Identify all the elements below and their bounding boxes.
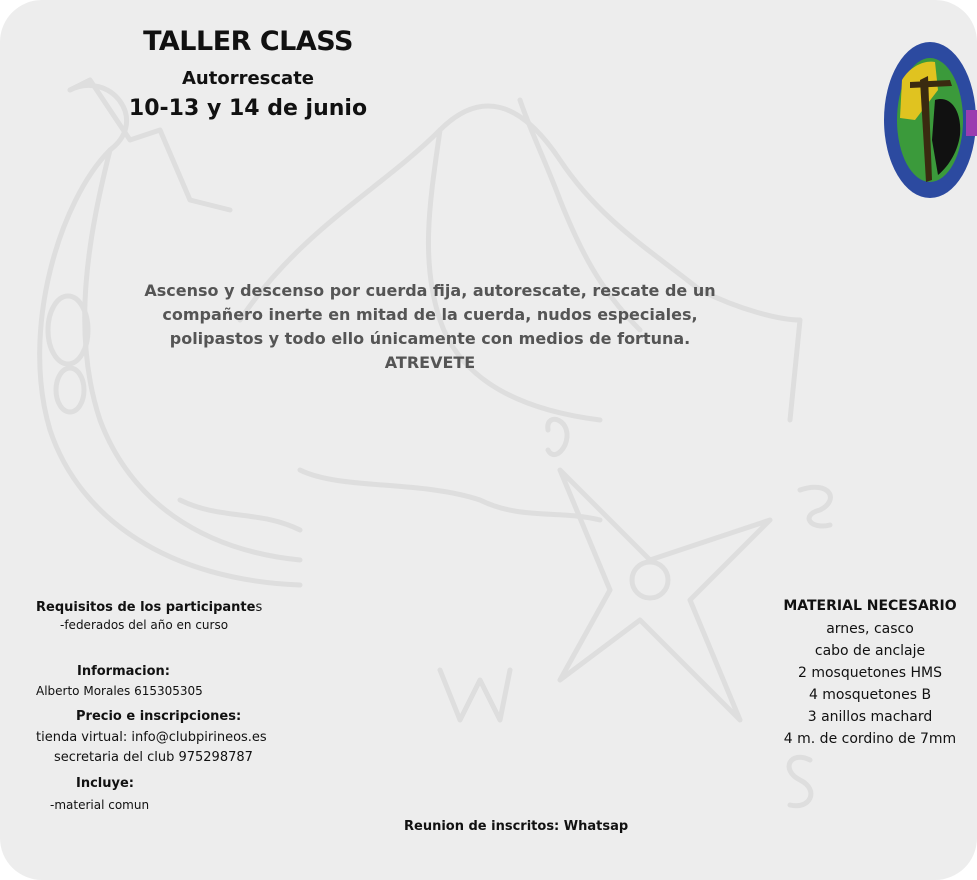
material-item: 4 m. de cordino de 7mm (783, 731, 957, 747)
requirements-item: -federados del año en curso (60, 618, 229, 632)
material-item: arnes, casco (826, 621, 914, 637)
material-item: 2 mosquetones HMS (797, 665, 942, 681)
club-logo (880, 40, 977, 200)
material-item: 3 anillos machard (807, 709, 933, 725)
requirements-heading-bold: Requisitos de los participante (36, 600, 256, 615)
meeting-note: Reunion de inscritos: Whatsap (404, 819, 629, 834)
event-dates: 10-13 y 14 de junio (128, 96, 368, 121)
information-contact: Alberto Morales 615305305 (36, 684, 203, 698)
course-description: Ascenso y descenso por cuerda fija, autorescate, rescate de un compañero inerte en mitad de la cuerda, nudos especiales, polipastos y todo ello únicamente con medios de fortuna. ATREVETE (144, 281, 716, 372)
includes-heading: Incluye: (76, 776, 134, 791)
pricing-club-secretary: secretaria del club 975298787 (54, 750, 253, 765)
poster-subtitle: Autorrescate (181, 68, 315, 89)
material-section (770, 596, 970, 750)
includes-item: -material comun (50, 798, 150, 812)
pricing-online-store: tienda virtual: info@clubpirineos.es (36, 730, 267, 745)
material-heading: MATERIAL NECESARIO (783, 598, 957, 614)
pricing-heading: Precio e inscripciones: (76, 709, 242, 724)
material-list (770, 618, 970, 750)
material-item: cabo de anclaje (814, 643, 926, 659)
material-item: 4 mosquetones B (808, 687, 932, 703)
requirements-heading-tail: s (255, 600, 263, 615)
requirements-heading (36, 596, 262, 615)
information-heading: Informacion: (77, 664, 170, 679)
poster-title: TALLER CLASS (143, 26, 353, 57)
